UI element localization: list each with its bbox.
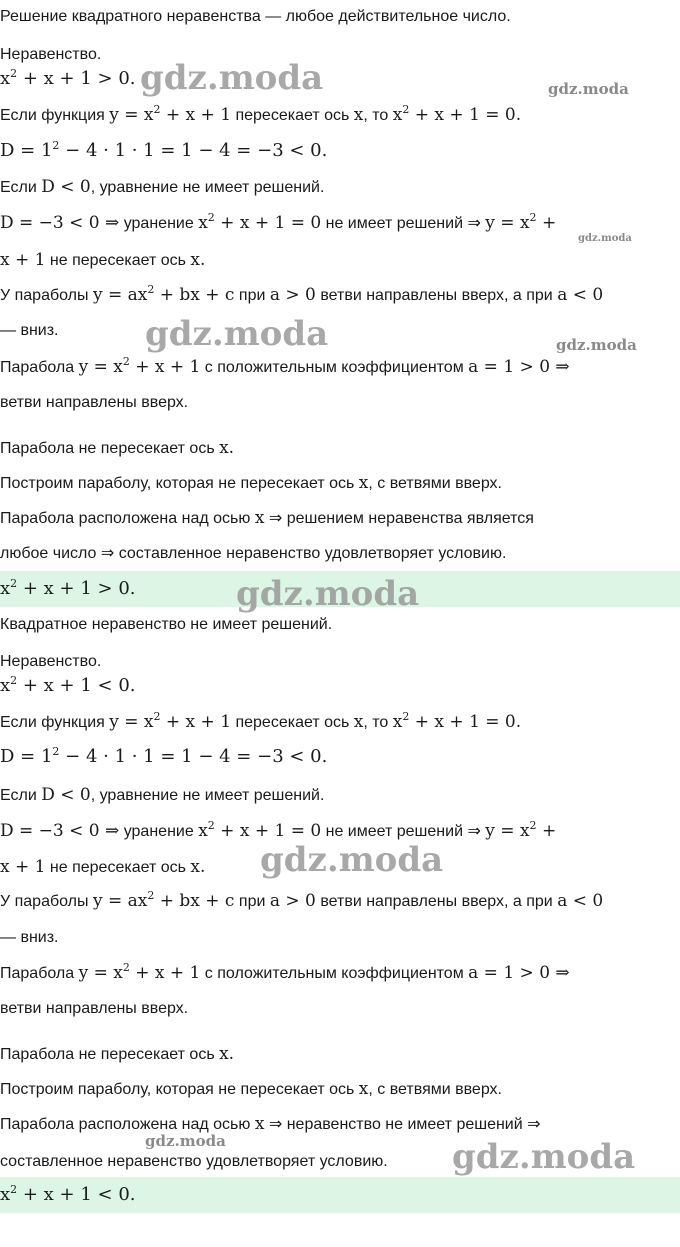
watermark-logo: gdz.moda [140, 58, 324, 98]
section1-d-negative: Если D < 0, уравнение не имеет решений. [0, 177, 325, 197]
section2-heading: Квадратное неравенство не имеет решений. [0, 616, 333, 633]
section1-located: Парабола расположена над осью x ⇒ решением неравенства является [0, 508, 534, 528]
section2-d-negative: Если D < 0, уравнение не имеет решений. [0, 785, 325, 805]
section1-discriminant: $D = 1^2 - 4 \cdot 1 \cdot 1 = 1 - 4 = -3 < 0$. [0, 139, 328, 161]
section1-branches-down: — вниз. [0, 322, 59, 339]
section1-any-number: любое число ⇒ составленное неравенство удовлетворяет условию. [0, 545, 507, 562]
section1-no-cross: Парабола не пересекает ось x. [0, 438, 235, 458]
section1-function-crosses: Если функция $y = x^2 + x + 1$ пересекает ось x, то $x^2 + x + 1 = 0$. [0, 103, 522, 125]
section2-implication-cont: x + 1 не пересекает ось x. [0, 857, 206, 877]
section1-build: Построим параболу, которая не пересекает ось x, с ветвями вверх. [0, 473, 502, 493]
section2-parabola-rule: У параболы $y = ax^2$ + bx + c при a > 0 ветви направлены вверх, а при a < 0 [0, 889, 604, 911]
watermark-logo: gdz.moda [145, 314, 329, 354]
watermark-logo: gdz.moda [260, 840, 444, 880]
section2-answer: $x^2 + x + 1 < 0$. [0, 1183, 136, 1205]
section1-heading: Решение квадратного неравенства — любое действительное число. [0, 8, 511, 25]
watermark-small: gdz.moda [548, 80, 629, 98]
section2-inequality: $x^2 + x + 1 < 0$. [0, 674, 136, 696]
section1-branches-up: ветви направлены вверх. [0, 394, 189, 411]
section1-implication: D = −3 < 0 ⇒ уранение $x^2 + x + 1 = 0$ не имеет решений ⇒ $y = x^2$ + [0, 211, 557, 233]
section1-implication-cont: x + 1 не пересекает ось x. [0, 250, 206, 270]
watermark-small: gdz.moda [556, 336, 637, 354]
watermark-tiny: gdz.moda [578, 233, 632, 244]
section2-answer-box [0, 1177, 680, 1213]
section2-build: Построим параболу, которая не пересекает ось x, с ветвями вверх. [0, 1079, 502, 1099]
watermark-logo: gdz.moda [236, 574, 420, 614]
section1-answer: $x^2 + x + 1 > 0$. [0, 577, 136, 599]
section2-branches-up: ветви направлены вверх. [0, 1000, 189, 1017]
section2-parabola-coef: Парабола $y = x^2 + x + 1$ с положительным коэффициентом a = 1 > 0 ⇒ [0, 961, 570, 983]
section2-inequality-label: Неравенство. [0, 653, 102, 670]
section2-satisfies: составленное неравенство удовлетворяет условию. [0, 1153, 388, 1170]
section2-located: Парабола расположена над осью x ⇒ неравенство не имеет решений ⇒ [0, 1114, 541, 1134]
section2-branches-down: — вниз. [0, 929, 59, 946]
watermark-logo: gdz.moda [452, 1137, 636, 1177]
section2-discriminant: $D = 1^2 - 4 \cdot 1 \cdot 1 = 1 - 4 = -3 < 0$. [0, 745, 328, 767]
section1-parabola-rule: У параболы $y = ax^2$ + bx + c при a > 0 ветви направлены вверх, а при a < 0 [0, 283, 604, 305]
section2-no-cross: Парабола не пересекает ось x. [0, 1044, 235, 1064]
section2-implication: D = −3 < 0 ⇒ уранение $x^2 + x + 1 = 0$ не имеет решений ⇒ $y = x^2$ + [0, 819, 557, 841]
section2-function-crosses: Если функция $y = x^2 + x + 1$ пересекает ось x, то $x^2 + x + 1 = 0$. [0, 710, 522, 732]
section1-inequality: $x^2 + x + 1 > 0$. [0, 67, 136, 89]
section1-inequality-label: Неравенство. [0, 46, 102, 63]
watermark-small: gdz.moda [145, 1132, 226, 1150]
section1-parabola-coef: Парабола $y = x^2 + x + 1$ с положительным коэффициентом a = 1 > 0 ⇒ [0, 355, 570, 377]
